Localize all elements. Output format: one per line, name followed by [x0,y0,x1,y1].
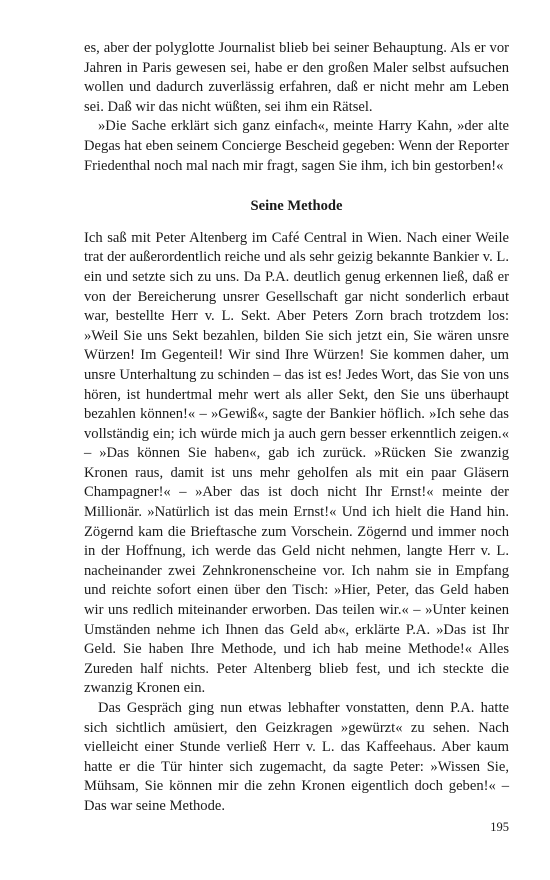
intro-paragraph-2: »Die Sache erklärt sich ganz einfach«, meinte Harry Kahn, »der alte Degas hat eben seinem Concierge Bescheid gegeben: Wenn der Reporter Friedenthal noch mal nach mir fragt, sagen Sie ihm, ich bin gestorben!« [84,118,509,174]
section-paragraph-2: Das Gespräch ging nun etwas lebhafter vonstatten, denn P.A. hatte sich sichtlich amüsiert, den Geizkragen »gewürzt« zu sehen. Nach vielleicht einer Stunde verließ Herr v. L. das Kaffeehaus. Aber kaum hatte er die Tür hinter sich zugemacht, da sagte Peter: »Wissen Sie, Mühsam, Sie können mir die zehn Kronen eigentlich doch geben!« – Das war seine Methode. [84,700,509,814]
section-title: Seine Methode [250,198,343,215]
section-paragraph-1: Ich saß mit Peter Altenberg im Café Central in Wien. Nach einer Weile trat der außerordentlich reiche und als sehr geizig bekannte Bankier v. L. ein und setzte sich zu uns. Da P.A. deutlich genug erkennen ließ, daß er von der Bereicherung unsrer Gesellschaft gar nicht sonderlich erbaut war, bestellte Herr v. L. Sekt. Aber Peters Zorn brach trotzdem los: »Weil Sie uns Sekt bezahlen, bilden Sie sich jetzt ein, Sie wären unsre Würzen! Im Gegenteil! Wir sind Ihre Würzen! Sie kommen daher, um unsre Unterhaltung zu schinden – das ist es! Jedes Wort, das Sie von uns hören, ist hundertmal mehr wert als aller Sekt, den Sie uns überhaupt bezahlen können!« – »Gewiß«, sagte der Bankier höflich. »Ich sehe das vollständig ein; ich würde mich ja auch gern besser erkenntlich zeigen.« – »Das können Sie haben«, gab ich zurück. »Rücken Sie zwanzig Kronen raus, damit ist uns mehr geholfen als mit ein paar Gläsern Champagner!« – »Aber das ist doch nicht Ihr Ernst!« meinte der Millionär. »Natürlich ist das mein Ernst!« Und ich hielt die Hand hin. Zögernd kam die Brieftasche zum Vorschein. Zögernd und immer noch in der Hoffnung, ich werde das Geld nicht nehmen, langte Herr v. L. nacheinander zwei Zehnkronenscheine vor. Ich nahm sie in Empfang und reichte sofort einen über den Tisch: »Hier, Peter, das Geld haben wir uns redlich miteinander erworben. Das teilen wir.« – »Unter keinen Umständen nehme ich Ihnen das Geld ab«, erklärte P.A. »Das ist Ihr Geld. Sie haben Ihre Methode, und ich hab meine Methode!« Alles Zureden half nichts. Peter Altenberg blieb fest, und ich steckte die zwanzig Kronen ein. [84,229,509,697]
intro-paragraph-1: es, aber der polyglotte Journalist blieb bei seiner Behauptung. Als er vor Jahren in Paris gewesen sei, habe er den großen Maler selbst aufsuchen wollen und dadurch zuverlässig erfahren, daß er nicht mehr am Leben sei. Daß wir das nicht wüßten, sei ihm ein Rätsel. [84,40,509,115]
page-body [84,39,509,817]
page-number: 195 [490,820,509,834]
